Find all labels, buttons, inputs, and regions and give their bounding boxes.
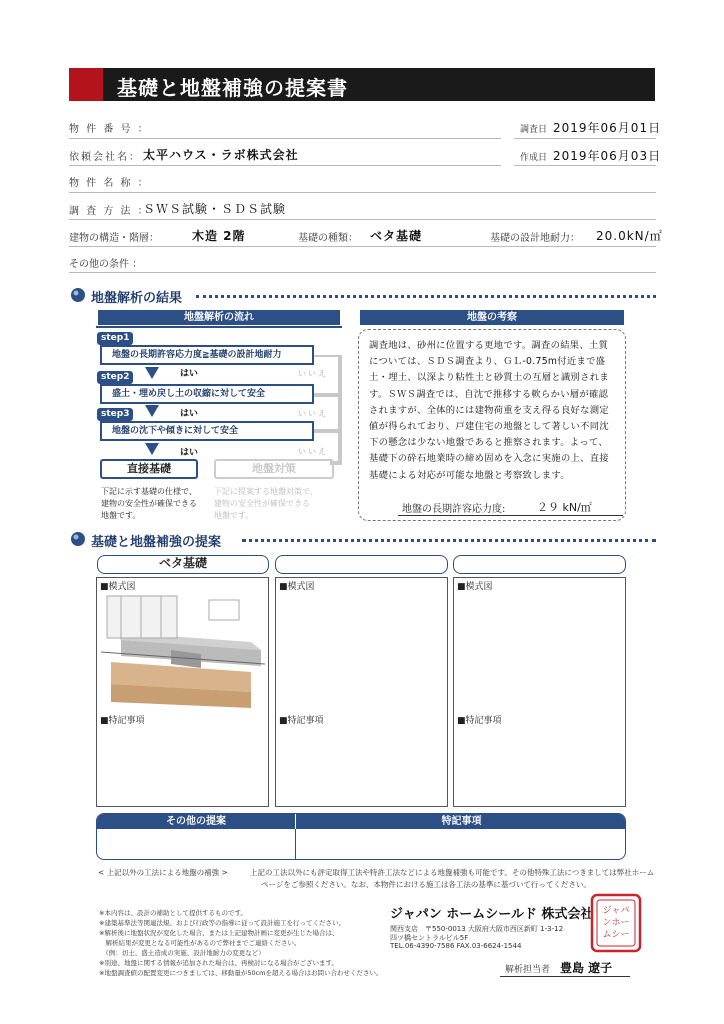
yes-label: はい <box>180 369 199 379</box>
company-branch: 関西支店 〒550-0013 大阪府大阪市西区新町 1-3-12 <box>390 925 564 933</box>
svg-text:ジャパ: ジャパ <box>602 906 630 916</box>
proposal-panel-2 <box>275 577 448 807</box>
company-building: 四ツ橋セントラルビル5F <box>390 934 469 942</box>
note-reinforce: 下記に提案する地盤対策で、 建物の安全性が確保できる 地盤です。 <box>214 487 318 520</box>
step1-tag: step1 <box>97 332 133 345</box>
section-bullet-icon <box>70 287 86 303</box>
created-date-label: 作成日 <box>520 153 548 163</box>
flow-header: 地盤解析の流れ <box>98 310 340 325</box>
analyst-label: 解析担当者 <box>505 965 551 975</box>
method-label: 調 査 方 法 ： <box>69 206 150 217</box>
other-methods-text1: 上記の工法以外にも評定取得工法や特許工法などによる地盤補強も可能です。その他特殊工法につきましては弊社ホーム <box>250 868 655 877</box>
arrow-down-icon <box>145 443 159 455</box>
structure-label: 建物の構造・階層： <box>69 233 159 244</box>
footnote: ※別途、地盤に関する情報が追加された場合は、再検討になる場合がございます。 <box>99 959 338 967</box>
step1-box: 地盤の長期許容応力度≧基礎の設計地耐力 <box>100 345 314 365</box>
capacity-line-value: ２９ kN/㎡ <box>537 501 592 514</box>
foundation-value: ベタ基礎 <box>370 229 423 243</box>
other-proposal-box <box>96 813 626 860</box>
svg-text:ンホー: ンホー <box>602 918 630 928</box>
title-bar <box>69 68 655 101</box>
company-seal-stamp <box>590 893 642 953</box>
no-label: いいえ <box>298 409 328 418</box>
yes-label: はい <box>180 448 199 458</box>
no-path-line <box>300 355 350 470</box>
notes-label: ■特記事項 <box>279 716 324 726</box>
foundation-label: 基礎の種類： <box>298 233 358 244</box>
method-value: ＳＷＳ試験・ＳＤＳ試験 <box>143 202 287 216</box>
no-label: いいえ <box>298 369 328 378</box>
capacity-line-label: 地盤の長期許容応力度: <box>402 504 506 515</box>
other-conditions-label: その他の条件 ： <box>69 259 143 270</box>
company-tel: TEL.06-4390-7586 FAX.03-6624-1544 <box>390 942 522 950</box>
footnote: （例：切土、盛土造成の実施、設計地耐力の変更など） <box>99 949 265 957</box>
foundation-diagram-illustration <box>101 592 265 710</box>
survey-date-value: 2019年06月01日 <box>553 121 662 135</box>
structure-value: 木造 2階 <box>192 229 246 243</box>
company-name: ジャパン ホームシールド 株式会社 <box>390 907 594 922</box>
property-name-label: 物 件 名 称 ： <box>69 178 150 189</box>
svg-text:ムシー: ムシー <box>602 930 630 940</box>
diagram-label: ■模式図 <box>279 582 315 592</box>
other-methods-text2: ページをご参照ください。なお、本物件における施工は各工法の基準に基づいて行ってください。 <box>261 880 591 889</box>
step3-box: 地盤の沈下や傾きに対して安全 <box>100 421 314 441</box>
title-accent <box>69 68 103 101</box>
footnote: 解析結果が変更となる可能性があるので弊社までご連絡ください。 <box>99 939 301 947</box>
footnote: ※建築基準法等関連法規、および行政等の指導に従って設計施工を行ってください。 <box>99 919 345 927</box>
footnote: ※本内容は、設計の補助として提供するものです。 <box>99 909 247 917</box>
section-bullet-icon <box>70 531 86 547</box>
result-ground-reinforce: 地盤対策 <box>214 459 334 479</box>
col2-title <box>275 555 448 574</box>
other-methods-label: < 上記以外の工法による地盤の補強 > <box>98 868 228 877</box>
proposal-panel-1 <box>96 577 269 807</box>
notes-label: ■特記事項 <box>457 716 502 726</box>
col1-title: ベタ基礎 <box>97 555 269 574</box>
capacity-label: 基礎の設計地耐力： <box>490 233 580 244</box>
section2-heading: 基礎と地盤補強の提案 <box>91 535 222 550</box>
other-proposal-header: その他の提案 <box>97 814 295 829</box>
footnote: ※地盤調査値の配置変更につきましては、移動量が50cmを超える場合はお問い合わせください。 <box>99 969 383 977</box>
consider-header: 地盤の考察 <box>360 310 624 325</box>
step2-box: 盛土・埋め戻し土の収縮に対して安全 <box>100 384 314 404</box>
capacity-value: 20.0kN/㎡ <box>596 229 663 243</box>
section2-divider <box>242 539 656 542</box>
page-title: 基礎と地盤補強の提案書 <box>117 76 348 100</box>
diagram-label: ■模式図 <box>457 582 493 592</box>
col3-title <box>453 555 626 574</box>
result-direct-foundation: 直接基礎 <box>100 459 198 479</box>
arrow-down-icon <box>145 405 159 417</box>
section1-heading: 地盤解析の結果 <box>91 291 183 306</box>
yes-label: はい <box>180 409 199 419</box>
analyst-name: 豊島 遼子 <box>560 961 613 975</box>
client-value: 太平ハウス・ラボ株式会社 <box>143 148 299 162</box>
proposal-panel-3 <box>453 577 626 807</box>
step3-tag: step3 <box>97 408 133 421</box>
special-notes-header: 特記事項 <box>296 814 626 829</box>
property-no-label: 物 件 番 号 ： <box>69 124 150 135</box>
section1-divider <box>196 295 656 298</box>
survey-date-label: 調査日 <box>520 125 548 135</box>
note-direct: 下記に示す基礎の仕様で、 建物の安全性が確保できる 地盤です。 <box>101 487 197 520</box>
step2-tag: step2 <box>97 371 133 384</box>
created-date-value: 2019年06月03日 <box>553 149 662 163</box>
arrow-down-icon <box>145 367 159 379</box>
diagram-label: ■模式図 <box>100 582 136 592</box>
no-label: いいえ <box>298 447 328 456</box>
notes-label: ■特記事項 <box>100 716 145 726</box>
footnote: ※解析後に地盤状況が変化した場合、または上記建物計画に変更が生じた場合は、 <box>99 929 339 937</box>
consider-text: 調査地は、砂州に位置する更地です。調査の結果、土質については、ＳＤＳ調査より、ＧＬ-0.75m付近まで盛土・埋土、以深より粘性土と砂質土の互層と識別されます。ＳＷＳ調査では、自沈で推移する軟らかい層が確認されますが、全体的には建物荷重を支え得る良好な測定値が得られており、戸建住宅の地盤として著しい不同沈下の懸念は少ない地盤であると推察されます。よって、基礎下の砕石地業時の締め固めを入念に実施の上、直接基礎による対応が可能な地盤と考察致します。 <box>369 340 609 481</box>
client-label: 依頼会社名： <box>69 152 141 163</box>
